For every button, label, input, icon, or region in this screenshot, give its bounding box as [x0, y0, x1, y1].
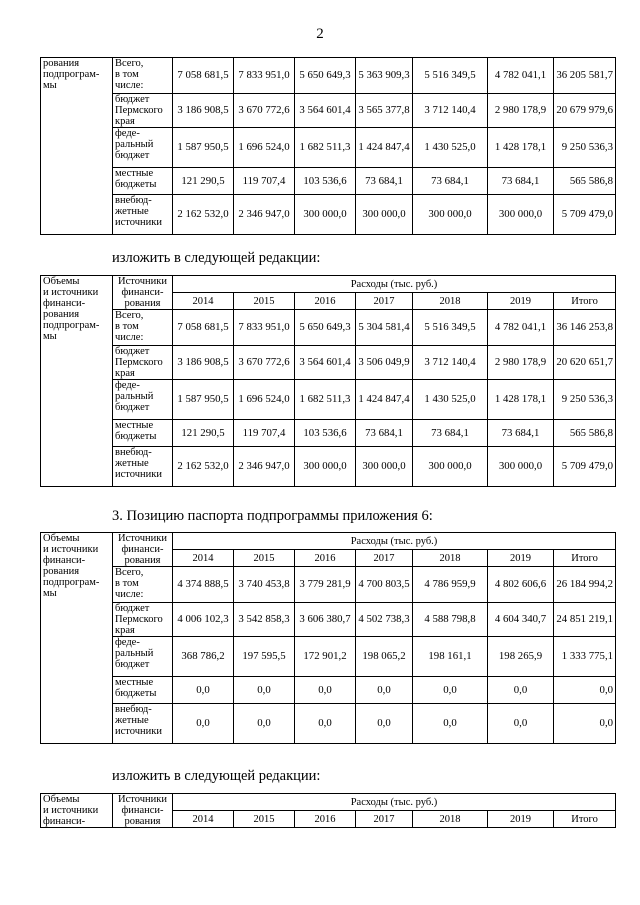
header-expenses: Расходы (тыс. руб.) [173, 276, 616, 293]
value-cell: 198 065,2 [356, 637, 413, 677]
value-cell: 4 802 606,6 [488, 567, 554, 603]
total-cell: 565 586,8 [554, 168, 616, 195]
subprogram-financing-table-new [40, 275, 616, 487]
source-cell: внебюд- жетные источники [113, 195, 173, 235]
year-header: 2015 [234, 293, 295, 310]
value-cell: 300 000,0 [413, 447, 488, 487]
value-cell: 0,0 [173, 677, 234, 704]
year-header: 2014 [173, 811, 234, 828]
table-row [41, 704, 616, 744]
table-row [41, 94, 616, 128]
table-row [41, 58, 616, 94]
year-header: 2017 [356, 811, 413, 828]
value-cell: 1 587 950,5 [173, 128, 234, 168]
value-cell: 5 516 349,5 [413, 58, 488, 94]
value-cell: 3 186 908,5 [173, 94, 234, 128]
year-header: 2019 [488, 811, 554, 828]
table-row [41, 420, 616, 447]
header-label: Объемы и источники финанси- рования подпрограм- мы [41, 276, 113, 487]
value-cell: 3 712 140,4 [413, 94, 488, 128]
header-row [41, 533, 616, 550]
table-row [41, 603, 616, 637]
source-cell: бюджет Пермского края [113, 603, 173, 637]
value-cell: 0,0 [295, 704, 356, 744]
value-cell: 300 000,0 [295, 447, 356, 487]
value-cell: 1 696 524,0 [234, 380, 295, 420]
header-label: Объемы и источники финанси- [41, 794, 113, 828]
total-cell: 20 620 651,7 [554, 346, 616, 380]
value-cell: 4 006 102,3 [173, 603, 234, 637]
source-cell: Всего, в том числе: [113, 567, 173, 603]
paragraph-section-3: 3. Позицию паспорта подпрограммы приложения 6: [112, 508, 433, 524]
header-label: Объемы и источники финанси- рования подпрограм- мы [41, 533, 113, 744]
value-cell: 0,0 [295, 677, 356, 704]
value-cell: 1 424 847,4 [356, 380, 413, 420]
total-cell: 9 250 536,3 [554, 128, 616, 168]
value-cell: 0,0 [488, 704, 554, 744]
value-cell: 4 502 738,3 [356, 603, 413, 637]
value-cell: 5 304 581,4 [356, 310, 413, 346]
value-cell: 3 779 281,9 [295, 567, 356, 603]
source-cell: внебюд- жетные источники [113, 447, 173, 487]
header-sources: Источники финанси- рования [113, 276, 173, 310]
source-cell: феде- ральный бюджет [113, 128, 173, 168]
total-cell: 20 679 979,6 [554, 94, 616, 128]
year-header: 2018 [413, 550, 488, 567]
value-cell: 300 000,0 [488, 195, 554, 235]
table-row [41, 677, 616, 704]
table-row [41, 637, 616, 677]
value-cell: 5 650 649,3 [295, 310, 356, 346]
value-cell: 0,0 [234, 704, 295, 744]
value-cell: 73 684,1 [413, 168, 488, 195]
value-cell: 300 000,0 [488, 447, 554, 487]
total-cell: 565 586,8 [554, 420, 616, 447]
total-cell: 24 851 219,1 [554, 603, 616, 637]
year-header: 2015 [234, 811, 295, 828]
year-header: 2014 [173, 550, 234, 567]
value-cell: 73 684,1 [488, 168, 554, 195]
value-cell: 3 670 772,6 [234, 94, 295, 128]
subprogram-label: рования подпрограм- мы [41, 58, 113, 235]
year-header: 2019 [488, 550, 554, 567]
value-cell: 119 707,4 [234, 420, 295, 447]
table-row [41, 128, 616, 168]
value-cell: 198 265,9 [488, 637, 554, 677]
value-cell: 1 430 525,0 [413, 380, 488, 420]
source-cell: Всего, в том числе: [113, 310, 173, 346]
value-cell: 2 162 532,0 [173, 447, 234, 487]
value-cell: 300 000,0 [413, 195, 488, 235]
value-cell: 4 782 041,1 [488, 310, 554, 346]
year-header: Итого [554, 293, 616, 310]
year-header: 2017 [356, 293, 413, 310]
value-cell: 103 536,6 [295, 420, 356, 447]
value-cell: 0,0 [173, 704, 234, 744]
table-row [41, 567, 616, 603]
value-cell: 2 980 178,9 [488, 94, 554, 128]
value-cell: 73 684,1 [356, 168, 413, 195]
value-cell: 73 684,1 [356, 420, 413, 447]
total-cell: 1 333 775,1 [554, 637, 616, 677]
value-cell: 1 682 511,3 [295, 128, 356, 168]
year-header: 2017 [356, 550, 413, 567]
value-cell: 300 000,0 [295, 195, 356, 235]
value-cell: 198 161,1 [413, 637, 488, 677]
source-cell: феде- ральный бюджет [113, 637, 173, 677]
paragraph-edit-2: изложить в следующей редакции: [112, 768, 321, 784]
value-cell: 4 782 041,1 [488, 58, 554, 94]
table-row [41, 168, 616, 195]
value-cell: 1 430 525,0 [413, 128, 488, 168]
value-cell: 121 290,5 [173, 168, 234, 195]
source-cell: феде- ральный бюджет [113, 380, 173, 420]
value-cell: 0,0 [413, 704, 488, 744]
table-body [41, 533, 616, 744]
value-cell: 3 186 908,5 [173, 346, 234, 380]
appendix6-financing-table-old [40, 532, 616, 744]
value-cell: 368 786,2 [173, 637, 234, 677]
value-cell: 4 700 803,5 [356, 567, 413, 603]
value-cell: 2 346 947,0 [234, 447, 295, 487]
header-expenses: Расходы (тыс. руб.) [173, 533, 616, 550]
value-cell: 0,0 [488, 677, 554, 704]
appendix6-financing-table-new [40, 793, 616, 828]
value-cell: 3 564 601,4 [295, 346, 356, 380]
source-cell: бюджет Пермского края [113, 346, 173, 380]
value-cell: 119 707,4 [234, 168, 295, 195]
source-cell: местные бюджеты [113, 677, 173, 704]
year-header: Итого [554, 811, 616, 828]
value-cell: 197 595,5 [234, 637, 295, 677]
value-cell: 3 564 601,4 [295, 94, 356, 128]
value-cell: 172 901,2 [295, 637, 356, 677]
table-body [41, 58, 616, 235]
value-cell: 5 516 349,5 [413, 310, 488, 346]
total-cell: 9 250 536,3 [554, 380, 616, 420]
value-cell: 3 670 772,6 [234, 346, 295, 380]
value-cell: 121 290,5 [173, 420, 234, 447]
value-cell: 5 650 649,3 [295, 58, 356, 94]
source-cell: местные бюджеты [113, 168, 173, 195]
value-cell: 3 506 049,9 [356, 346, 413, 380]
value-cell: 4 588 798,8 [413, 603, 488, 637]
header-row [41, 794, 616, 811]
total-cell: 5 709 479,0 [554, 447, 616, 487]
value-cell: 300 000,0 [356, 195, 413, 235]
value-cell: 2 980 178,9 [488, 346, 554, 380]
total-cell: 0,0 [554, 704, 616, 744]
year-header: 2016 [295, 550, 356, 567]
header-expenses: Расходы (тыс. руб.) [173, 794, 616, 811]
value-cell: 5 363 909,3 [356, 58, 413, 94]
table-row [41, 195, 616, 235]
year-header: Итого [554, 550, 616, 567]
value-cell: 103 536,6 [295, 168, 356, 195]
year-header: 2016 [295, 811, 356, 828]
header-row [41, 276, 616, 293]
header-sources: Источники финанси- рования [113, 533, 173, 567]
header-sources: Источники финанси- рования [113, 794, 173, 828]
value-cell: 73 684,1 [488, 420, 554, 447]
value-cell: 0,0 [356, 704, 413, 744]
value-cell: 7 833 951,0 [234, 58, 295, 94]
value-cell: 1 428 178,1 [488, 128, 554, 168]
value-cell: 1 587 950,5 [173, 380, 234, 420]
year-header: 2018 [413, 811, 488, 828]
value-cell: 7 058 681,5 [173, 310, 234, 346]
value-cell: 3 740 453,8 [234, 567, 295, 603]
table-row [41, 310, 616, 346]
source-cell: внебюд- жетные источники [113, 704, 173, 744]
value-cell: 1 682 511,3 [295, 380, 356, 420]
page-number: 2 [316, 26, 324, 42]
value-cell: 1 696 524,0 [234, 128, 295, 168]
value-cell: 1 428 178,1 [488, 380, 554, 420]
total-cell: 0,0 [554, 677, 616, 704]
value-cell: 4 604 340,7 [488, 603, 554, 637]
value-cell: 3 712 140,4 [413, 346, 488, 380]
total-cell: 36 146 253,8 [554, 310, 616, 346]
value-cell: 0,0 [413, 677, 488, 704]
value-cell: 3 606 380,7 [295, 603, 356, 637]
year-header: 2015 [234, 550, 295, 567]
value-cell: 4 786 959,9 [413, 567, 488, 603]
table-row [41, 346, 616, 380]
table-row [41, 380, 616, 420]
subprogram-financing-table-old [40, 57, 616, 235]
year-header: 2018 [413, 293, 488, 310]
total-cell: 5 709 479,0 [554, 195, 616, 235]
value-cell: 0,0 [356, 677, 413, 704]
source-cell: местные бюджеты [113, 420, 173, 447]
value-cell: 2 346 947,0 [234, 195, 295, 235]
year-header: 2016 [295, 293, 356, 310]
value-cell: 7 833 951,0 [234, 310, 295, 346]
total-cell: 36 205 581,7 [554, 58, 616, 94]
value-cell: 3 542 858,3 [234, 603, 295, 637]
value-cell: 300 000,0 [356, 447, 413, 487]
value-cell: 4 374 888,5 [173, 567, 234, 603]
table-body [41, 276, 616, 487]
value-cell: 7 058 681,5 [173, 58, 234, 94]
source-cell: Всего, в том числе: [113, 58, 173, 94]
year-header: 2014 [173, 293, 234, 310]
value-cell: 0,0 [234, 677, 295, 704]
paragraph-edit-1: изложить в следующей редакции: [112, 250, 321, 266]
value-cell: 1 424 847,4 [356, 128, 413, 168]
total-cell: 26 184 994,2 [554, 567, 616, 603]
value-cell: 73 684,1 [413, 420, 488, 447]
table-row [41, 447, 616, 487]
table-body [41, 794, 616, 828]
year-header: 2019 [488, 293, 554, 310]
value-cell: 2 162 532,0 [173, 195, 234, 235]
value-cell: 3 565 377,8 [356, 94, 413, 128]
source-cell: бюджет Пермского края [113, 94, 173, 128]
